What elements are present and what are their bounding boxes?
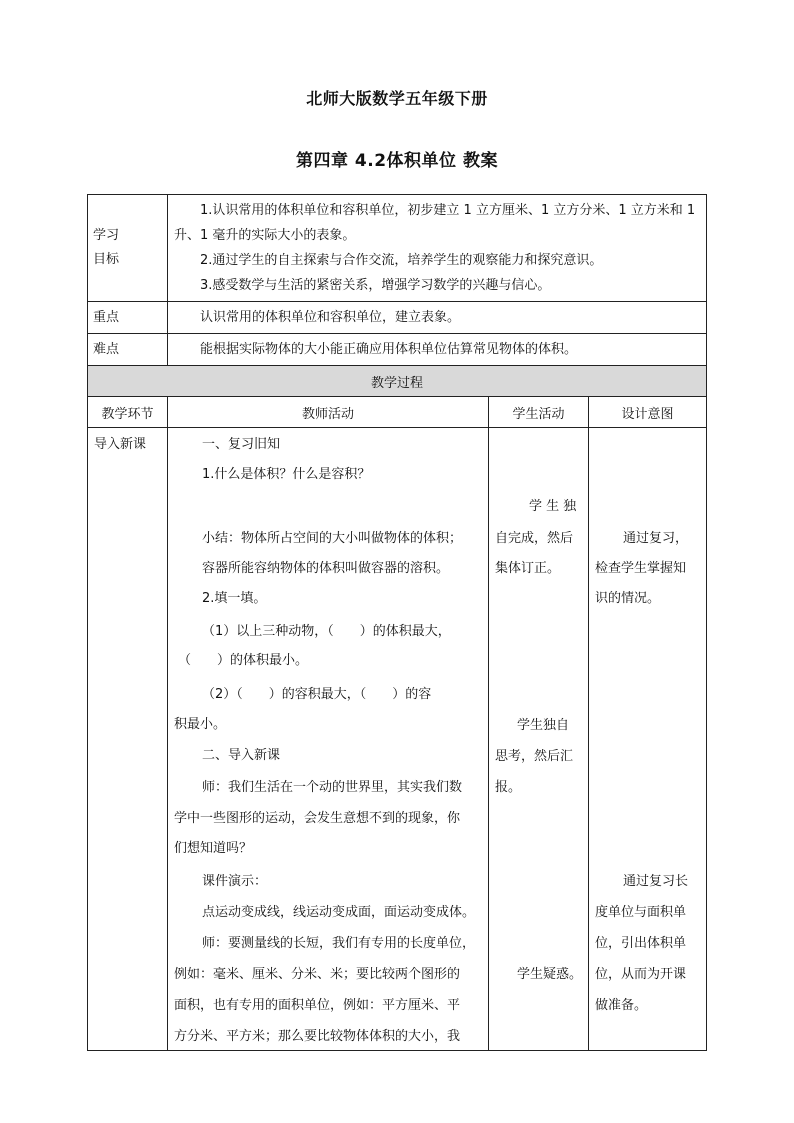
teacher-line: 课件演示：	[202, 874, 268, 889]
col-design-header: 设计意图	[589, 397, 707, 428]
col-student-header: 学生活动	[489, 397, 589, 428]
teacher-line: （ ）的体积最小。	[178, 653, 309, 668]
student-activity-cell	[489, 428, 589, 1051]
teacher-activity-wrap	[168, 428, 488, 1050]
teacher-line: 一、复习旧知	[202, 437, 281, 452]
intro-stage-wrap	[88, 428, 167, 1050]
design-intent-cell	[589, 428, 707, 1051]
intro-row	[88, 428, 707, 1051]
teacher-line: 积最小。	[174, 717, 227, 732]
col-teacher-header: 教师活动	[168, 397, 489, 428]
teacher-line: 小结：物体所占空间的大小叫做物体的体积；	[202, 531, 463, 546]
teacher-line: （1）以上三种动物，（ ）的体积最大，	[202, 624, 451, 639]
teacher-line: 们想知道吗？	[174, 841, 253, 856]
intro-stage-label: 导入新课	[94, 437, 147, 452]
process-section-title: 教学过程	[88, 366, 707, 397]
col-stage-header: 教学环节	[88, 397, 168, 428]
teacher-line: 2.填一填。	[202, 591, 267, 606]
difficulty-row	[88, 334, 707, 366]
design-line: 位，从而为开课	[595, 967, 687, 982]
teacher-activity-cell	[168, 428, 489, 1051]
student-line: 学生疑惑。	[517, 967, 583, 982]
teacher-line: 点运动变成线，线运动变成面，面运动变成体。	[202, 905, 476, 920]
intro-stage-cell	[88, 428, 168, 1051]
teacher-line: 二、导入新课	[202, 748, 281, 763]
teacher-line: 1.什么是体积？什么是容积？	[202, 467, 371, 482]
goals-row	[88, 195, 707, 302]
process-section-row	[88, 366, 707, 397]
process-header-row	[88, 397, 707, 428]
student-line: 学生独自	[517, 718, 570, 733]
student-line: 报。	[495, 780, 522, 795]
design-line: 识的情况。	[595, 591, 661, 606]
key-cell	[168, 302, 707, 334]
key-label: 重点	[88, 302, 168, 334]
design-line: 通过复习，	[623, 531, 689, 546]
goals-label-line1: 学习	[93, 228, 120, 243]
design-line: 位，引出体积单	[595, 936, 687, 951]
teacher-line: 师：要测量线的长短，我们有专用的长度单位，	[202, 936, 476, 951]
goal-3: 3.感受数学与生活的紧密关系，增强学习数学的兴趣与信心。	[200, 278, 551, 293]
goals-content	[168, 195, 707, 302]
student-activity-wrap	[489, 428, 588, 1050]
design-line: 检查学生掌握知	[595, 561, 687, 576]
goals-label-line2: 目标	[93, 252, 120, 267]
teacher-line: 方分米、平方米；那么要比较物体体积的大小，我	[174, 1029, 461, 1044]
student-line: 自完成，然后	[495, 531, 574, 546]
design-intent-wrap	[589, 428, 706, 1050]
student-line: 思考，然后汇	[495, 749, 574, 764]
teacher-line: 学中一些图形的运动，会发生意想不到的现象，你	[174, 811, 461, 826]
difficulty-text: 能根据实际物体的大小能正确应用体积单位估算常见物体的体积。	[200, 342, 578, 357]
student-line: 集体订正。	[495, 561, 561, 576]
lesson-subtitle: 第四章 4.2体积单位 教案	[296, 151, 498, 171]
document-title: 北师大版数学五年级下册	[306, 89, 488, 108]
difficulty-cell	[168, 334, 707, 366]
teacher-line: 面积，也有专用的面积单位，例如：平方厘米、平	[174, 998, 461, 1013]
goal-1a: 1.认识常用的体积单位和容积单位，初步建立 1 立方厘米、1 立方分米、1 立方米和 1	[200, 203, 696, 218]
key-text: 认识常用的体积单位和容积单位，建立表象。	[200, 310, 461, 325]
teacher-line: （2）（ ）的容积最大，（ ）的容	[202, 687, 432, 702]
design-line: 通过复习长	[623, 874, 689, 889]
design-line: 度单位与面积单	[595, 905, 687, 920]
difficulty-label: 难点	[88, 334, 168, 366]
teacher-line: 例如：毫米、厘米、分米、米；要比较两个图形的	[174, 967, 461, 982]
student-line: 学 生 独	[529, 499, 577, 514]
key-row	[88, 302, 707, 334]
design-line: 做准备。	[595, 998, 648, 1013]
teacher-line: 师：我们生活在一个动的世界里，其实我们数	[202, 780, 463, 795]
goal-1b: 升、1 毫升的实际大小的表象。	[174, 228, 356, 243]
goal-2: 2.通过学生的自主探索与合作交流，培养学生的观察能力和探究意识。	[200, 253, 603, 268]
goals-label	[88, 195, 168, 302]
lesson-plan-table	[87, 194, 707, 1051]
teacher-line: 容器所能容纳物体的体积叫做容器的溶积。	[202, 561, 450, 576]
